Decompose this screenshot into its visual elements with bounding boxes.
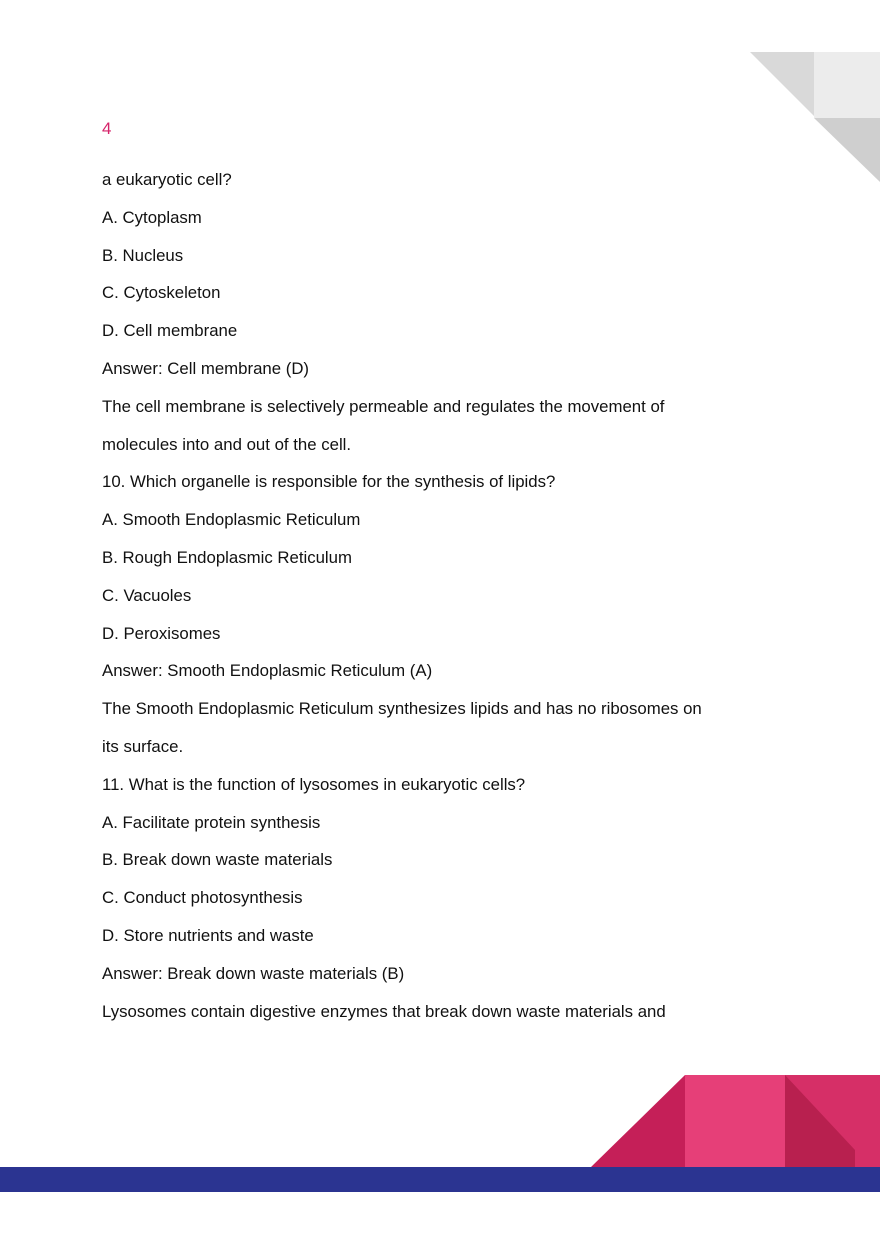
text-line: A. Smooth Endoplasmic Reticulum xyxy=(102,510,361,530)
text-line: D. Peroxisomes xyxy=(102,623,221,643)
text-line: C. Cytoskeleton xyxy=(102,283,221,303)
text-line: Answer: Cell membrane (D) xyxy=(102,358,310,378)
footer-bar xyxy=(0,1167,880,1192)
text-line: its surface. xyxy=(102,736,184,756)
text-line: B. Nucleus xyxy=(102,245,184,265)
text-line: Answer: Break down waste materials (B) xyxy=(102,963,405,983)
text-line: C. Vacuoles xyxy=(102,585,192,605)
accent-dark-triangle xyxy=(590,1075,685,1168)
text-line: C. Conduct photosynthesis xyxy=(102,888,303,908)
top-right-corner-decoration xyxy=(750,0,880,185)
corner-gray-triangle-large xyxy=(750,52,814,116)
text-line: D. Cell membrane xyxy=(102,321,238,341)
text-line: 10. Which organelle is responsible for the synthesis of lipids? xyxy=(102,472,556,492)
text-line: The cell membrane is selectively permeable and regulates the movement of xyxy=(102,396,665,416)
text-line: B. Rough Endoplasmic Reticulum xyxy=(102,547,352,567)
text-line: molecules into and out of the cell. xyxy=(102,434,352,454)
text-line: A. Facilitate protein synthesis xyxy=(102,812,321,832)
text-line: a eukaryotic cell? xyxy=(102,170,232,189)
text-line: 11. What is the function of lysosomes in eukaryotic cells? xyxy=(102,774,526,794)
text-line: The Smooth Endoplasmic Reticulum synthesizes lipids and has no ribosomes on xyxy=(102,699,702,719)
bottom-right-corner-decoration xyxy=(590,1070,880,1170)
document-body xyxy=(102,161,762,1030)
page-number: 4 xyxy=(102,119,112,138)
accent-pink-block xyxy=(685,1075,785,1168)
text-line: D. Store nutrients and waste xyxy=(102,925,314,945)
corner-gray-triangle-small xyxy=(814,118,880,182)
text-line: Lysosomes contain digestive enzymes that break down waste materials and xyxy=(102,1001,666,1021)
text-line: A. Cytoplasm xyxy=(102,207,202,227)
corner-gray-square xyxy=(814,52,880,118)
text-line: B. Break down waste materials xyxy=(102,850,333,870)
text-line: Answer: Smooth Endoplasmic Reticulum (A) xyxy=(102,661,433,681)
